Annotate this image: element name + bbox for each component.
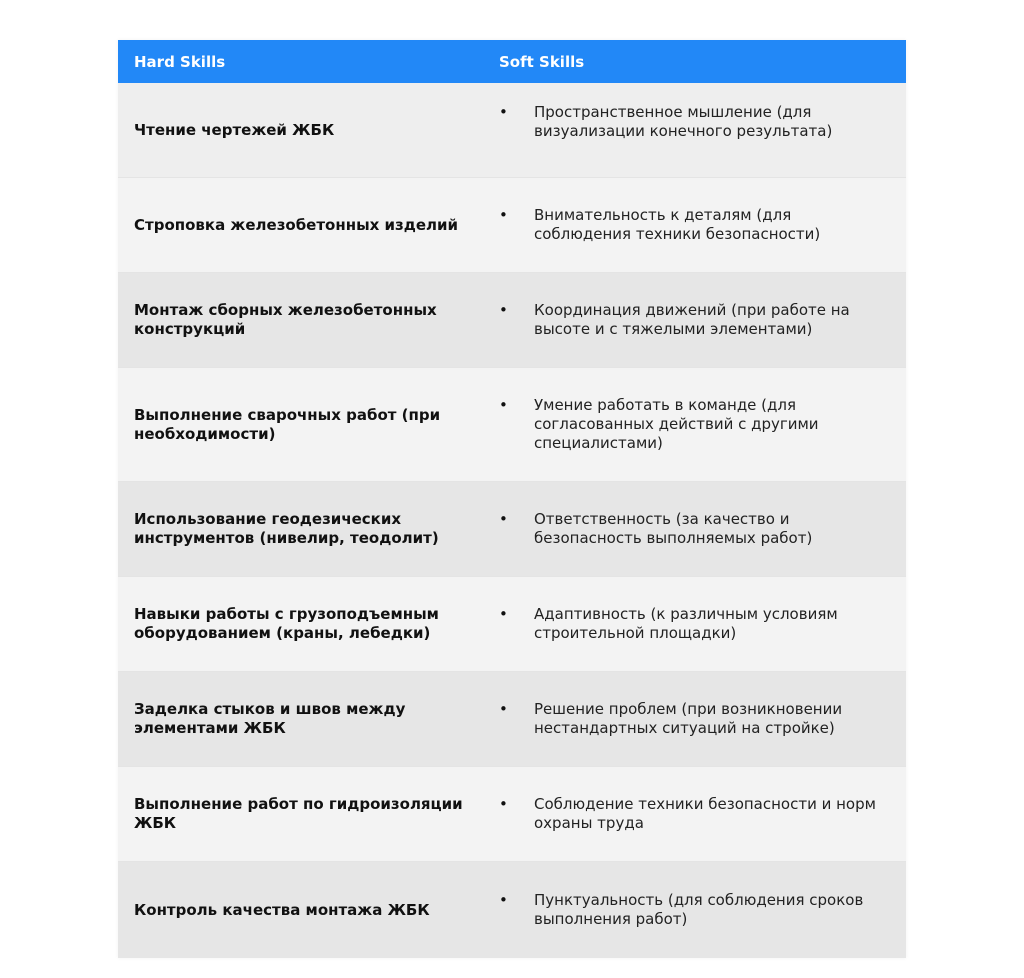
soft-skill-cell [484,301,906,339]
header-soft-skills: Soft Skills [499,52,585,71]
bullet-icon: • [499,605,508,623]
bullet-icon: • [499,103,508,121]
bullet-icon: • [499,510,508,528]
soft-skill-text: Координация движений (при работе на высоте и с тяжелыми элементами) [534,301,850,338]
table-row [118,178,906,273]
soft-skill-text: Внимательность к деталям (для соблюдения техники безопасности) [534,206,821,243]
hard-skill-cell: Использование геодезических инструментов (нивелир, теодолит) [134,510,439,547]
hard-skill-cell: Монтаж сборных железобетонных конструкций [134,301,437,338]
table-row [118,672,906,767]
hard-skill-cell: Выполнение сварочных работ (при необходимости) [134,405,441,443]
bullet-icon: • [499,891,508,909]
table-header [118,40,906,83]
soft-skill-cell [484,206,906,244]
soft-skill-cell [484,103,906,141]
hard-skill-cell: Выполнение работ по гидроизоляции ЖБК [134,795,463,832]
bullet-icon: • [499,795,508,813]
hard-skill-cell: Строповка железобетонных изделий [134,215,459,234]
soft-skill-cell [484,605,906,643]
soft-skill-text: Умение работать в команде (для согласованных действий с другими специалистами) [534,396,819,452]
bullet-icon: • [499,206,508,224]
hard-skill-cell: Контроль качества монтажа ЖБК [134,900,430,919]
table-row [118,368,906,482]
soft-skill-text: Пунктуальность (для соблюдения сроков выполнения работ) [534,891,864,928]
soft-skill-cell [484,891,906,929]
header-hard-skills: Hard Skills [134,52,226,71]
soft-skill-text: Соблюдение техники безопасности и норм охраны труда [534,795,876,832]
soft-skill-text: Решение проблем (при возникновении нестандартных ситуаций на стройке) [534,700,843,737]
soft-skill-text: Адаптивность (к различным условиям строительной площадки) [534,605,838,642]
table-row [118,577,906,672]
hard-skill-cell: Заделка стыков и швов между элементами ЖБК [134,700,406,737]
table-row [118,482,906,577]
soft-skill-cell [484,795,906,833]
table-row [118,273,906,368]
skills-table [118,40,906,958]
soft-skill-cell [484,396,906,453]
bullet-icon: • [499,301,508,319]
table-row [118,83,906,178]
bullet-icon: • [499,396,508,414]
soft-skill-cell [484,700,906,738]
table-row [118,767,906,862]
table-row [118,862,906,958]
soft-skill-cell [484,510,906,548]
hard-skill-cell: Чтение чертежей ЖБК [134,120,335,139]
bullet-icon: • [499,700,508,718]
soft-skill-text: Ответственность (за качество и безопасность выполняемых работ) [534,510,813,547]
hard-skill-cell: Навыки работы с грузоподъемным оборудованием (краны, лебедки) [134,605,439,642]
soft-skill-text: Пространственное мышление (для визуализации конечного результата) [534,103,833,140]
